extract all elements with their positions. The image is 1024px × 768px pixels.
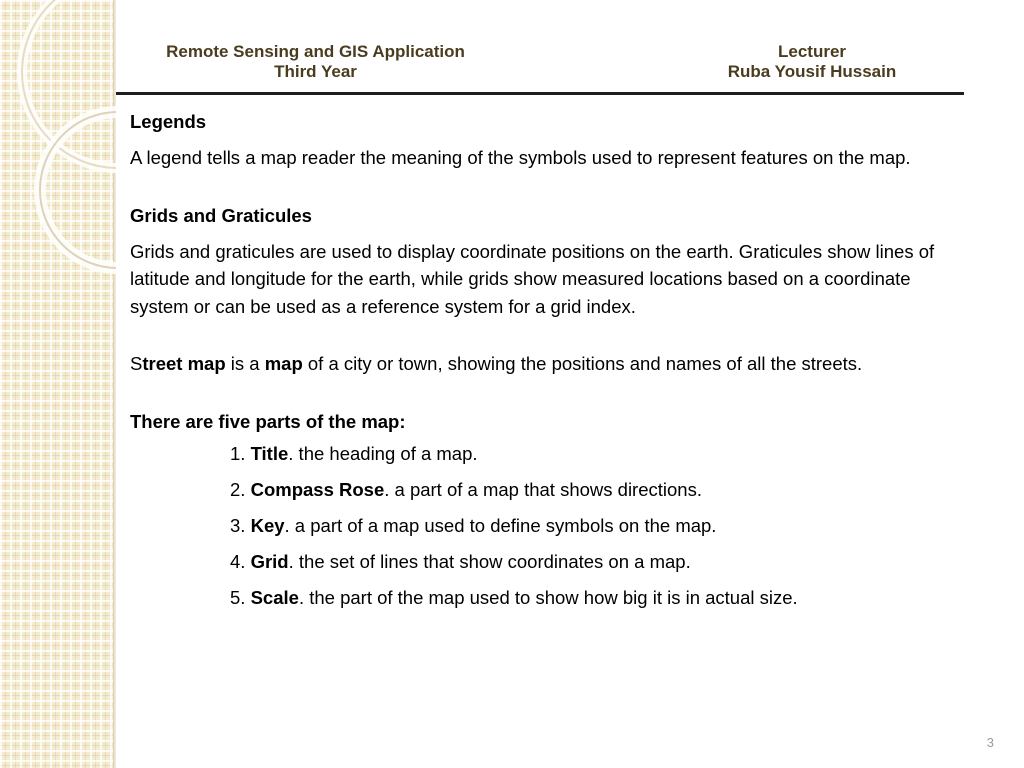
lecturer-name: Ruba Yousif Hussain (727, 62, 897, 81)
decorative-rings (0, 0, 116, 300)
course-year: Third Year (274, 62, 357, 81)
item-term: Title (250, 442, 289, 464)
item-term: Compass Rose (250, 478, 385, 500)
list-item (130, 436, 970, 472)
lecturer-label: Lecturer (777, 42, 847, 61)
header-divider (116, 92, 964, 95)
grids-heading: Grids and Graticules (130, 204, 312, 226)
item-description: . the set of lines that show coordinates on a map. (288, 550, 691, 572)
item-description: . a part of a map that shows directions. (384, 478, 702, 500)
item-number: 3. (230, 514, 246, 536)
legends-paragraph: A legend tells a map reader the meaning of the symbols used to represent features on the map. (130, 147, 911, 168)
item-term: Key (250, 514, 285, 536)
map-term: map (264, 353, 303, 374)
item-number: 5. (230, 586, 246, 608)
course-header (143, 42, 488, 82)
map-parts-heading: There are five parts of the map: (130, 410, 406, 432)
item-number: 4. (230, 550, 246, 572)
grids-paragraph: Grids and graticules are used to display coordinate positions on the earth. Graticules show lines of latitude and longitude for the earth, while grids show measured locations based on a coordinate system or can be used as a reference system for a grid index. (130, 240, 935, 317)
lecturer-header (712, 42, 912, 82)
item-term: Grid (250, 550, 289, 572)
item-description: . the heading of a map. (288, 442, 478, 464)
legends-heading: Legends (130, 111, 207, 132)
street-map-paragraph (130, 350, 970, 378)
street-map-definition: of a city or town, showing the positions and names of all the streets. (302, 353, 863, 374)
item-term: Scale (250, 586, 299, 608)
list-item (130, 472, 970, 508)
item-description: . a part of a map used to define symbols on the map. (284, 514, 717, 536)
list-item (130, 508, 970, 544)
item-number: 1. (230, 442, 246, 464)
page-number: 3 (986, 735, 994, 750)
list-item (130, 580, 970, 616)
map-parts-list (130, 436, 970, 616)
item-number: 2. (230, 478, 246, 500)
street-map-term: treet map (142, 353, 226, 374)
slide-content (130, 108, 970, 616)
street-map-initial: S (130, 353, 143, 374)
course-title: Remote Sensing and GIS Application (166, 42, 465, 61)
list-item (130, 544, 970, 580)
street-map-connector: is a (225, 353, 265, 374)
item-description: . the part of the map used to show how big it is in actual size. (298, 586, 798, 608)
